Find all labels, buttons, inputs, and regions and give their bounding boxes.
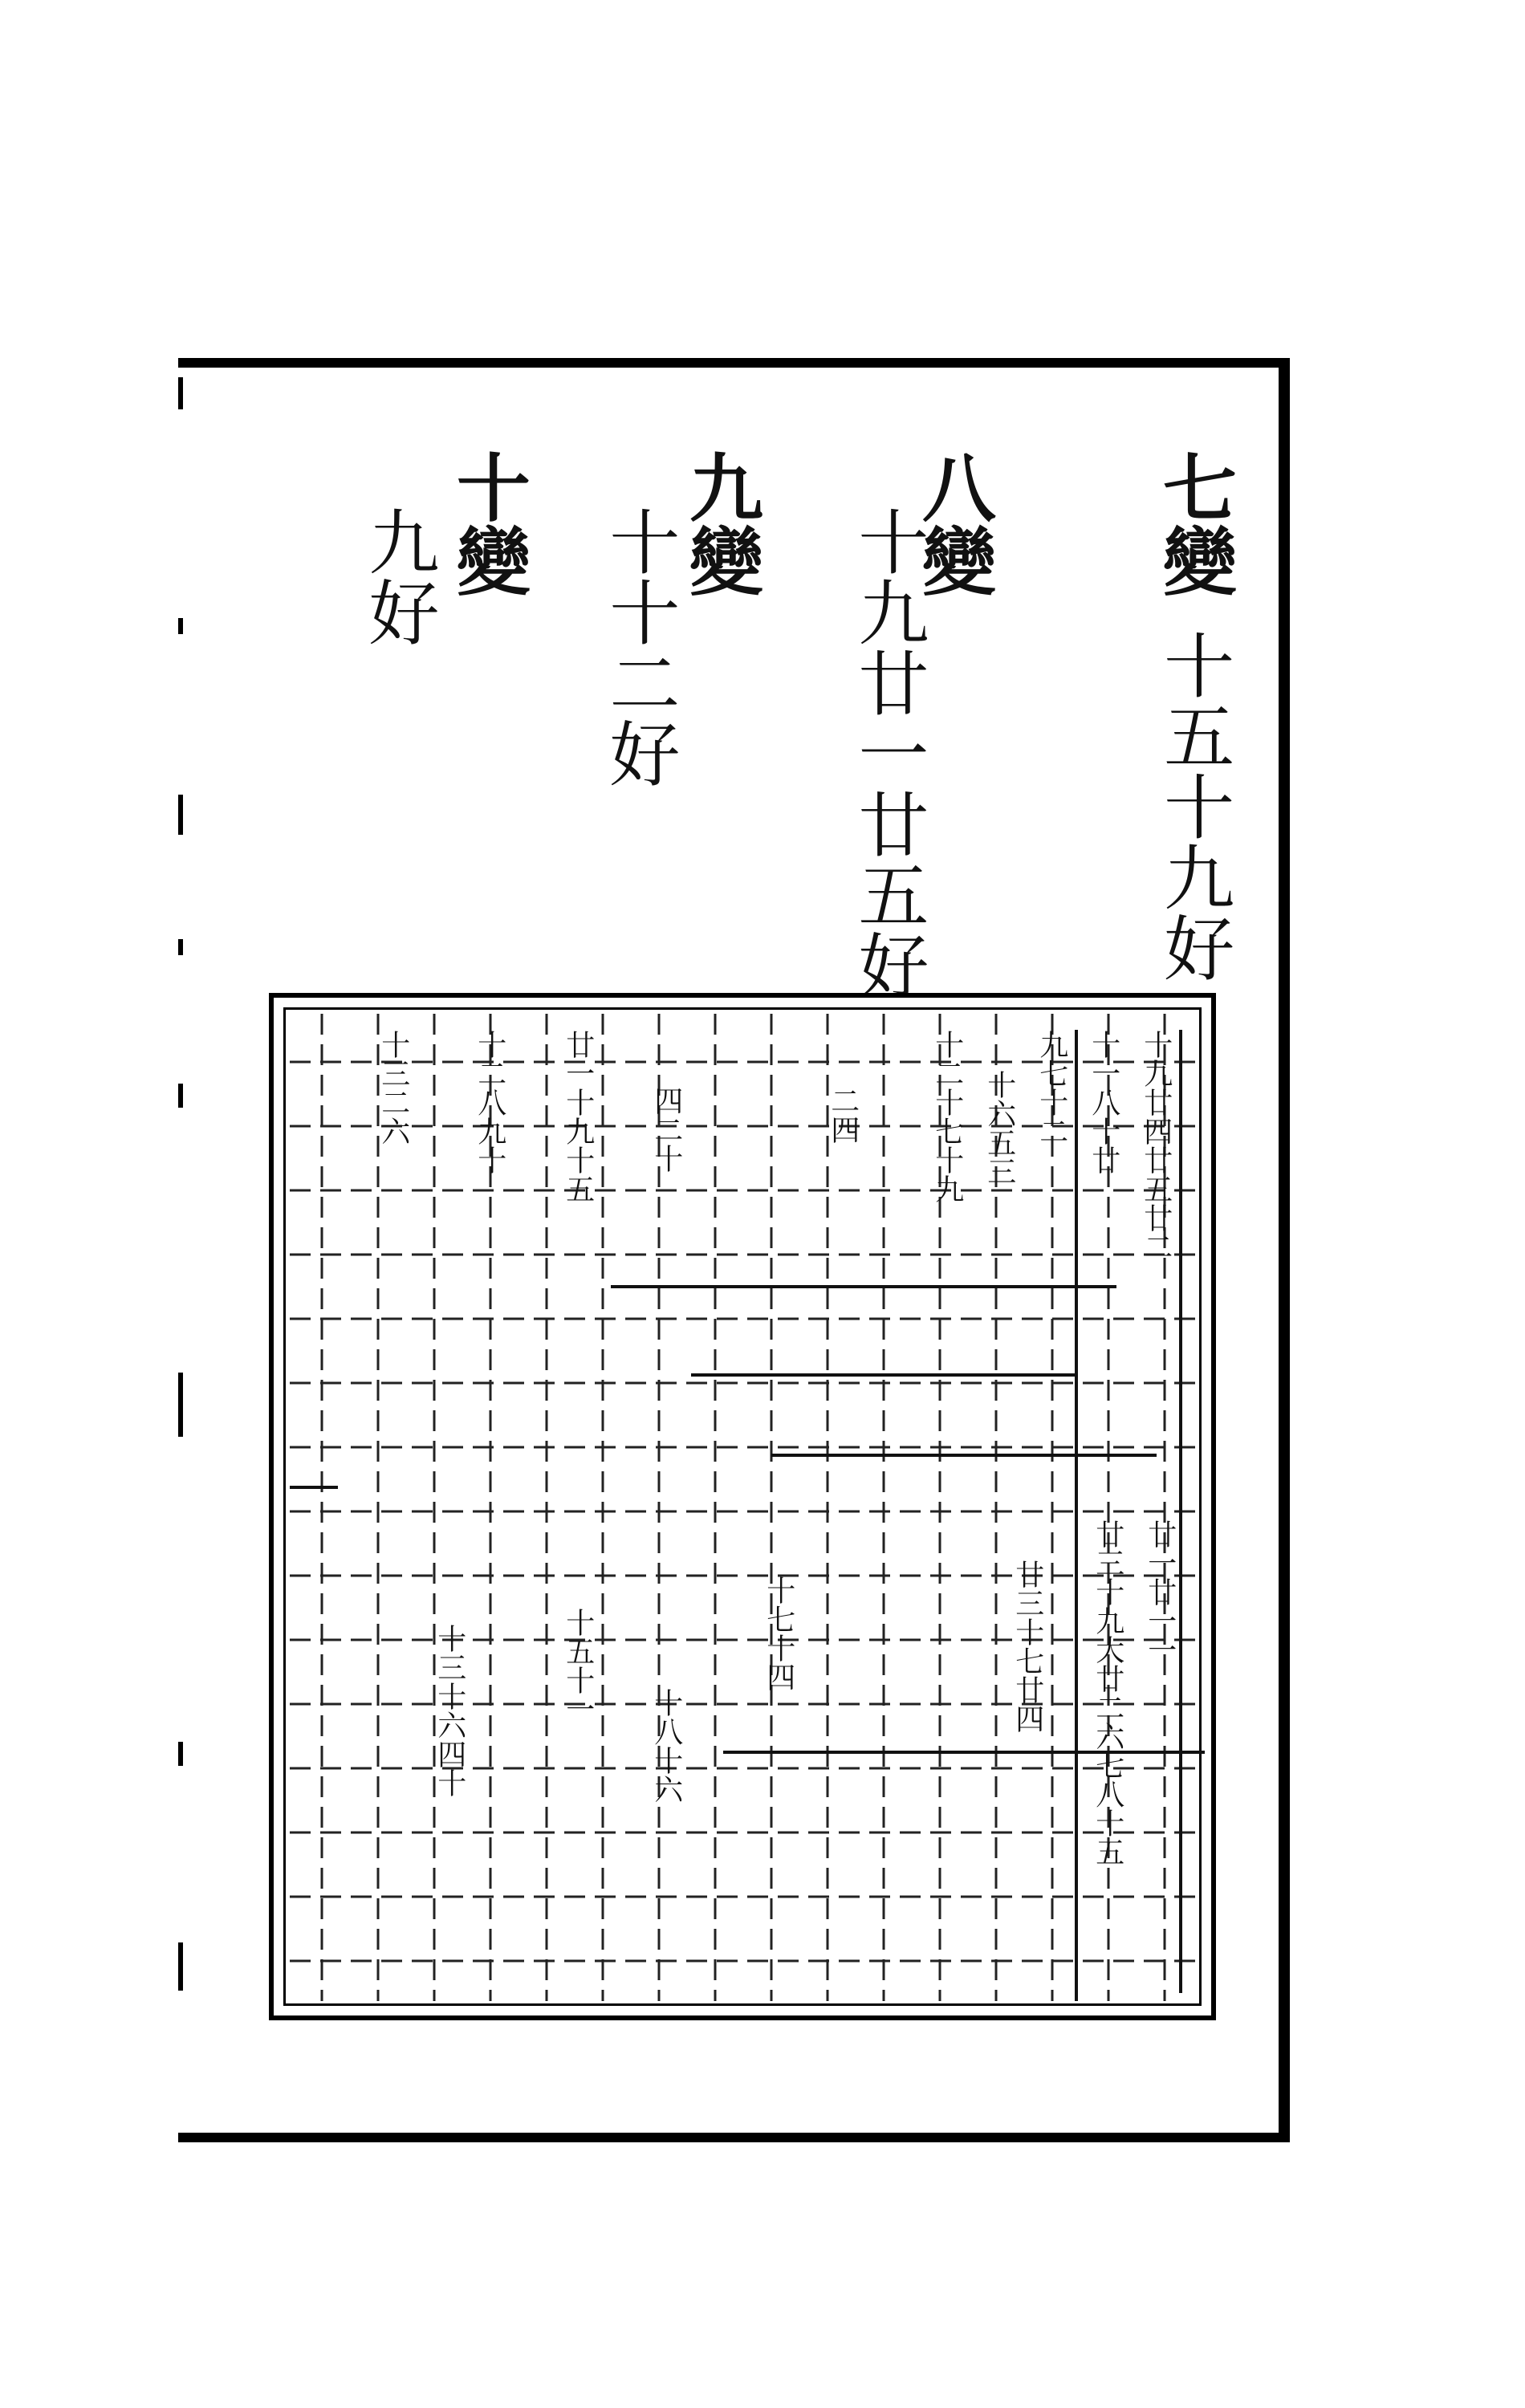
lattice-text: 十三十六四十 (433, 1624, 466, 1797)
lattice-column (651, 1688, 681, 1804)
lattice-column (1012, 1560, 1043, 1733)
lattice-text: 九七十二 (1035, 1030, 1068, 1145)
lattice-column (1145, 1519, 1175, 1664)
lattice-column (984, 1070, 1015, 1186)
heading-7 (1150, 449, 1238, 982)
lattice-text: 十八十六 (649, 1688, 683, 1804)
lattice-column (651, 1086, 681, 1173)
lattice-column (1088, 1030, 1119, 1174)
lattice-text: 十二八九十 (473, 1030, 506, 1174)
heading-value: 十五十九好 (1153, 629, 1236, 982)
heading-title: 七變 (1150, 449, 1238, 597)
heading-9 (677, 449, 764, 597)
heading-10-value (357, 506, 441, 647)
lattice-text: 十九廿四廿五廿二 (1139, 1030, 1173, 1261)
heading-10 (444, 449, 531, 597)
lattice-text: 十六五三 (982, 1070, 1016, 1186)
lattice-column (932, 1030, 962, 1203)
lattice-grid (274, 998, 1211, 2015)
lattice-column (563, 1030, 593, 1203)
lattice-text: 四二十 (649, 1086, 683, 1173)
lattice-text: 十七十四 (762, 1576, 795, 1691)
lattice-column (1092, 1519, 1123, 1866)
heading-8-value (847, 506, 930, 1000)
heading-title: 十變 (444, 449, 531, 597)
lattice-text: 廿三十七廿四 (1011, 1560, 1044, 1733)
heading-value: 九好 (357, 506, 441, 647)
lattice-text: 二四 (826, 1086, 860, 1144)
lattice-column (474, 1030, 505, 1174)
lattice-column (763, 1576, 794, 1691)
heading-value: 十十二好 (598, 506, 681, 788)
lattice-column (378, 1030, 409, 1145)
lattice-column (1036, 1030, 1067, 1145)
edge-marks (178, 377, 189, 2127)
lattice-table (269, 993, 1216, 2020)
lattice-column (1141, 1030, 1171, 1261)
lattice-column (828, 1086, 858, 1144)
heading-title: 九變 (677, 449, 764, 597)
lattice-text: 廿一十九十五 (561, 1030, 595, 1203)
lattice-text: 十三二六 (376, 1030, 410, 1145)
heading-value: 十九廿一廿五好 (847, 506, 930, 1000)
lattice-column (563, 1608, 593, 1723)
lattice-text: 十二十七十九 (930, 1030, 964, 1203)
lattice-text: 十五十一 (561, 1608, 595, 1723)
heading-9-value (598, 506, 681, 788)
lattice-text: 廿三十九大廿二六七八十五 (1091, 1519, 1124, 1866)
lattice-text: 廿一廿一一 (1143, 1519, 1177, 1664)
lattice-column (434, 1624, 465, 1797)
heading-title: 八變 (909, 449, 997, 597)
lattice-text: 十一八十廿 (1087, 1030, 1120, 1174)
